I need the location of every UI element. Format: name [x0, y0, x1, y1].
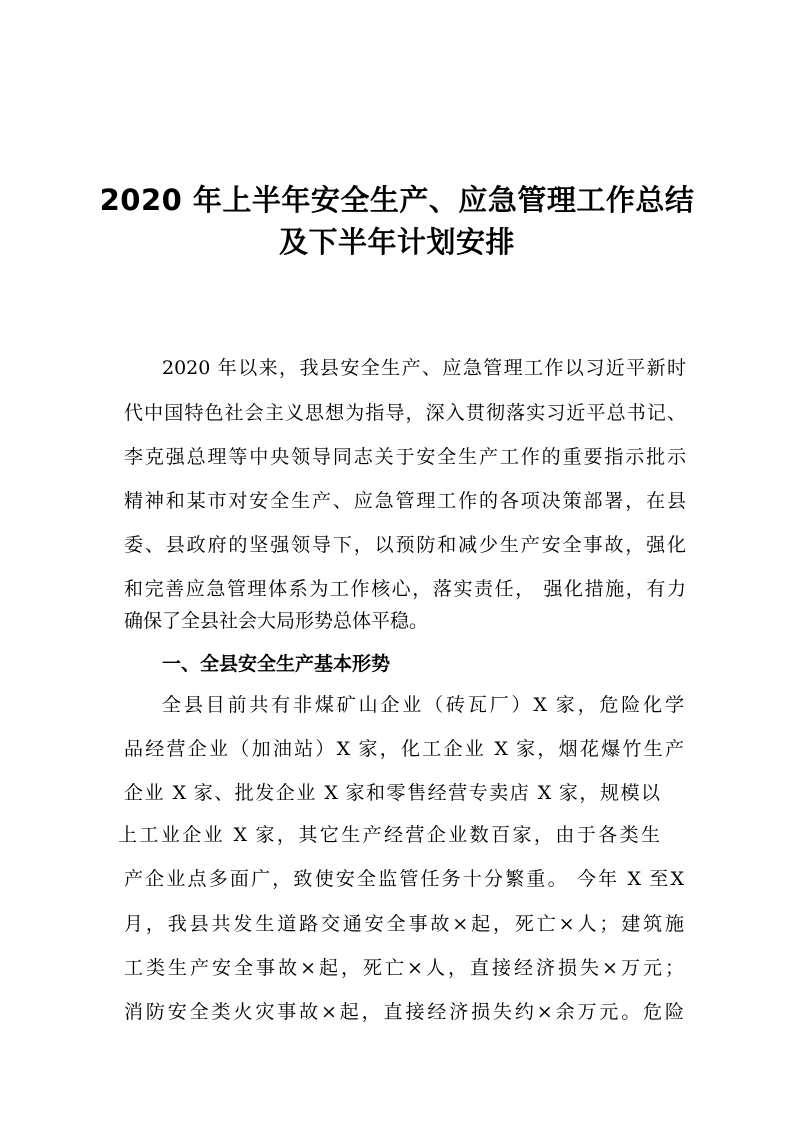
- section-1-line-2: 品经营企业（加油站）X 家，化工企业 X 家，烟花爆竹生产: [124, 738, 684, 760]
- section-1-line-5: 产企业点多面广，致使安全监管任务十分繁重。 今年 X 至X: [124, 868, 684, 890]
- intro-line-6: 和完善应急管理体系为工作核心，落实责任， 强化措施，有力: [124, 578, 686, 600]
- section-1-line-1: 全县目前共有非煤矿山企业（砖瓦厂）X 家，危险化学: [162, 694, 684, 716]
- intro-line-4: 精神和某市对安全生产、应急管理工作的各项决策部署，在县: [124, 490, 686, 512]
- section-1-line-4: 上工业企业 X 家，其它生产经营企业数百家，由于各类生: [118, 824, 660, 846]
- intro-line-1: 2020 年以来，我县安全生产、应急管理工作以习近平新时: [162, 357, 686, 379]
- intro-line-3: 李克强总理等中央领导同志关于安全生产工作的重要指示批示: [124, 446, 686, 468]
- document-title-line-2: 及下半年计划安排: [278, 225, 515, 259]
- section-1-heading: 一、全县安全生产基本形势: [162, 653, 391, 675]
- intro-line-2: 代中国特色社会主义思想为指导，深入贯彻落实习近平总书记、: [124, 402, 686, 424]
- intro-line-5: 委、县政府的坚强领导下，以预防和减少生产安全事故，强化: [124, 534, 686, 556]
- document-title-line-1: 2020 年上半年安全生产、应急管理工作总结: [99, 183, 695, 217]
- section-1-line-6: 月，我县共发生道路交通安全事故×起，死亡×人；建筑施: [124, 913, 684, 935]
- intro-line-7: 确保了全县社会大局形势总体平稳。: [124, 610, 429, 632]
- section-1-line-7: 工类生产安全事故×起，死亡×人，直接经济损失×万元；: [124, 957, 684, 979]
- section-1-line-3: 企业 X 家、批发企业 X 家和零售经营专卖店 X 家，规模以: [124, 782, 660, 804]
- section-1-line-8: 消防安全类火灾事故×起，直接经济损失约×余万元。危险: [124, 1001, 684, 1023]
